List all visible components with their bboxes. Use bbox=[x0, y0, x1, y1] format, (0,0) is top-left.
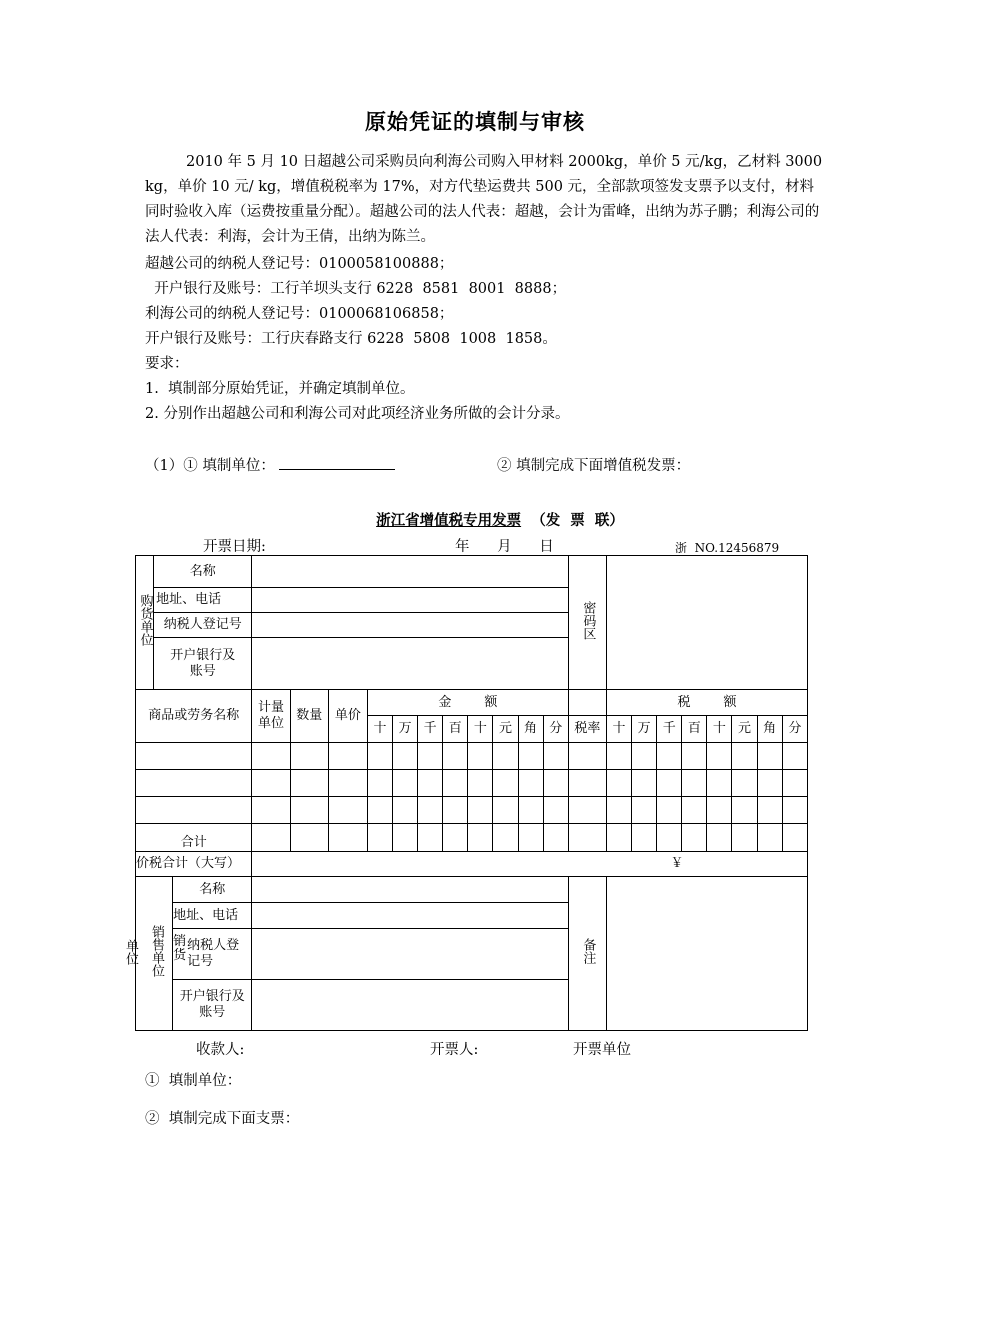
goods-cell[interactable] bbox=[290, 770, 328, 797]
buyer-label-cell bbox=[136, 556, 154, 690]
tax-header: 税 额 bbox=[607, 690, 808, 716]
buyer-taxid-label: 纳税人登记号 bbox=[154, 613, 252, 638]
item1-label: ① 填制单位： bbox=[145, 1073, 242, 1089]
info-line: 利海公司的纳税人登记号：0100068106858； bbox=[145, 306, 454, 322]
digit-label: 十 bbox=[367, 716, 392, 743]
cipher-label-cell bbox=[568, 556, 606, 690]
seller-taxid-label bbox=[173, 929, 252, 980]
digit-label: 元 bbox=[493, 716, 518, 743]
qty-header: 数量 bbox=[290, 690, 328, 743]
digit-label: 千 bbox=[657, 716, 682, 743]
invoice-title-sub: （发 票 联） bbox=[521, 512, 624, 529]
task1-left bbox=[145, 454, 395, 475]
page-title: 原始凭证的填制与审核 bbox=[365, 109, 585, 134]
cipher-area[interactable] bbox=[607, 556, 808, 690]
info-line: 要求： bbox=[145, 356, 189, 372]
remark-area[interactable] bbox=[607, 877, 808, 1031]
info-line: 2. 分别作出超越公司和利海公司对此项经济业务所做的会计分录。 bbox=[145, 406, 570, 422]
drawer-label: 开票人: bbox=[430, 1042, 479, 1058]
total-caps-label: 价税合计（大写） bbox=[136, 852, 252, 877]
rate-header: 税率 bbox=[568, 716, 606, 743]
rate-header-top bbox=[568, 690, 606, 716]
item2-label: ② 填制完成下面支票： bbox=[145, 1111, 300, 1127]
digit-label: 分 bbox=[782, 716, 807, 743]
buyer-name-field[interactable] bbox=[252, 556, 568, 588]
invoice-table bbox=[123, 555, 808, 1031]
buyer-address-label: 地址、电话 bbox=[154, 588, 252, 613]
invoice-date-parts: 年 月 日 bbox=[455, 539, 554, 555]
info-line: 超越公司的纳税人登记号：0100058100888； bbox=[145, 256, 454, 272]
goods-cell[interactable] bbox=[136, 797, 252, 824]
cipher-label: 密码区 bbox=[580, 600, 596, 640]
fill-blank[interactable] bbox=[279, 455, 395, 470]
seller-bank-field[interactable] bbox=[252, 980, 568, 1031]
digit-label: 十 bbox=[607, 716, 632, 743]
info-line: 开户银行及账号：工行羊坝头支行 6228 8581 8001 8888； bbox=[145, 281, 567, 297]
remark-label-cell bbox=[568, 877, 606, 1031]
amount-header: 金 额 bbox=[367, 690, 568, 716]
digit-label: 十 bbox=[468, 716, 493, 743]
remark-label: 备注 bbox=[580, 938, 596, 964]
seller-taxid-text: 纳税人登记号 bbox=[187, 938, 240, 969]
goods-header: 商品或劳务名称 bbox=[136, 690, 252, 743]
seller-address-field[interactable] bbox=[252, 903, 568, 929]
digit-label: 千 bbox=[418, 716, 443, 743]
seller-overlap-text: 销货 bbox=[173, 934, 187, 963]
goods-row bbox=[136, 743, 808, 770]
invoice-date-label: 开票日期: bbox=[203, 539, 266, 555]
total-caps-field[interactable] bbox=[252, 852, 808, 877]
seller-label: 销售单位 bbox=[149, 925, 164, 977]
digit-label: 分 bbox=[543, 716, 568, 743]
unit-header: 计量单位 bbox=[252, 690, 290, 743]
buyer-name-label: 名称 bbox=[154, 556, 252, 588]
digit-label: 十 bbox=[707, 716, 732, 743]
digit-label: 万 bbox=[632, 716, 657, 743]
invoice-title bbox=[0, 509, 1000, 530]
task1-label: （1）① 填制单位： bbox=[145, 458, 275, 474]
digit-label: 万 bbox=[393, 716, 418, 743]
seller-taxid-field[interactable] bbox=[252, 929, 568, 980]
goods-cell[interactable] bbox=[136, 743, 252, 770]
goods-cell[interactable] bbox=[136, 770, 252, 797]
goods-cell[interactable] bbox=[252, 743, 290, 770]
buyer-address-field[interactable] bbox=[252, 588, 568, 613]
total-caps-row bbox=[136, 852, 808, 877]
seller-address-label: 地址、电话 bbox=[173, 903, 252, 929]
buyer-label: 购货单位 bbox=[137, 594, 153, 646]
digit-label: 百 bbox=[682, 716, 707, 743]
seller-bank-label: 开户银行及账号 bbox=[173, 980, 252, 1031]
goods-cell[interactable] bbox=[328, 770, 367, 797]
goods-cell[interactable] bbox=[252, 797, 290, 824]
seller-label-cell bbox=[123, 877, 173, 1031]
total-label: 合计 bbox=[136, 824, 252, 852]
digit-label: 角 bbox=[757, 716, 782, 743]
info-lines bbox=[145, 252, 825, 427]
goods-cell[interactable] bbox=[290, 743, 328, 770]
goods-row bbox=[136, 797, 808, 824]
problem-paragraph: 2010 年 5 月 10 日超越公司采购员向利海公司购入甲材料 2000kg，单价 5 元/kg，乙材料 3000 kg，单价 10 元/ kg，增值税税率为 17%，对方代垫运费共 500 元，全部款项签发支票予以支付，材料同时验收入库（运费按重量分配）。超越公司的法人代表：超越，会计为雷峰，出纳为苏子鹏；利海公司的法人代表：利海，会计为王倩，出纳为陈兰。 bbox=[145, 154, 823, 245]
digit-label: 角 bbox=[518, 716, 543, 743]
seller-name-field[interactable] bbox=[252, 877, 568, 903]
goods-cell[interactable] bbox=[328, 743, 367, 770]
buyer-taxid-field[interactable] bbox=[252, 613, 568, 638]
yen-symbol: ￥ bbox=[670, 856, 684, 871]
goods-cell[interactable] bbox=[290, 797, 328, 824]
price-header: 单价 bbox=[328, 690, 367, 743]
goods-row bbox=[136, 770, 808, 797]
buyer-bank-label: 开户银行及账号 bbox=[154, 638, 252, 690]
digit-label: 元 bbox=[732, 716, 757, 743]
payee-label: 收款人: bbox=[196, 1042, 245, 1058]
issuer-label: 开票单位 bbox=[573, 1042, 631, 1058]
seller-outer-label: 单位 bbox=[123, 939, 138, 965]
buyer-bank-field[interactable] bbox=[252, 638, 568, 690]
seller-name-label: 名称 bbox=[173, 877, 252, 903]
goods-cell[interactable] bbox=[252, 770, 290, 797]
digit-label: 百 bbox=[443, 716, 468, 743]
task1-right: ② 填制完成下面增值税发票： bbox=[497, 458, 691, 474]
total-row bbox=[136, 824, 808, 852]
goods-cell[interactable] bbox=[328, 797, 367, 824]
info-line: 开户银行及账号：工行庆春路支行 6228 5808 1008 1858。 bbox=[145, 331, 557, 347]
invoice-number: 浙 NO.12456879 bbox=[675, 541, 780, 555]
info-line: 1. 填制部分原始凭证，并确定填制单位。 bbox=[145, 381, 415, 397]
invoice-title-main: 浙江省增值税专用发票 bbox=[376, 512, 522, 529]
